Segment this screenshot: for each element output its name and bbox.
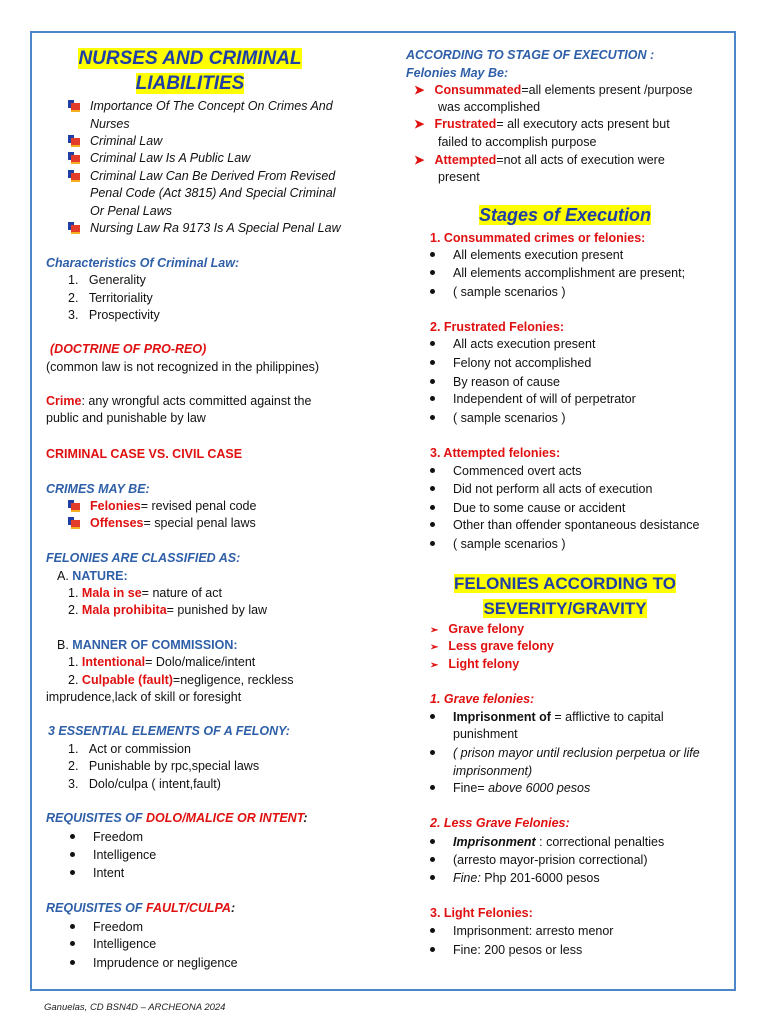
intro-item: Criminal Law	[68, 132, 162, 150]
list-item: Freedom	[70, 918, 143, 936]
felonies-may-be-heading: Felonies May Be:	[406, 66, 509, 80]
bullet-dot-icon	[430, 522, 435, 527]
list-item: 3. Dolo/culpa ( intent,fault)	[68, 777, 221, 791]
list-item: Imprudence or negligence	[70, 954, 238, 972]
intro-item-cont: Nurses	[90, 117, 130, 131]
flag-bullet-icon	[68, 152, 82, 163]
list-item: (arresto mayor-prision correctional)	[430, 851, 648, 869]
arrow-bullet-icon: ➢	[430, 642, 439, 653]
grave-heading: 1. Grave felonies:	[430, 692, 535, 706]
requisites-culpa-heading: REQUISITES OF FAULT/CULPA:	[46, 901, 236, 915]
list-item: All acts execution present	[430, 335, 595, 353]
bullet-dot-icon	[70, 960, 75, 965]
bullet-dot-icon	[430, 468, 435, 473]
doctrine-heading: (DOCTRINE OF PRO-REO)	[50, 342, 207, 356]
arrow-bullet-icon: ➤	[414, 153, 425, 167]
bullet-dot-icon	[70, 870, 75, 875]
list-item: Offenses= special penal laws	[68, 514, 256, 532]
list-item: Fine= above 6000 pesos	[430, 779, 590, 797]
stage-2-heading: 2. Frustrated Felonies:	[430, 320, 565, 334]
list-item: Imprisonment : correctional penalties	[430, 833, 664, 851]
list-item-cont: imprudence,lack of skill or foresight	[46, 690, 242, 704]
intro-item-cont: Penal Code (Act 3815) And Special Criminal	[90, 186, 336, 200]
bullet-dot-icon	[430, 252, 435, 257]
flag-bullet-icon	[68, 222, 82, 233]
bullet-dot-icon	[430, 785, 435, 790]
arrow-bullet-icon: ➤	[414, 83, 425, 97]
arrow-bullet-icon: ➢	[430, 625, 439, 636]
list-item: All elements execution present	[430, 246, 623, 264]
severity-title: FELONIES ACCORDING TO SEVERITY/GRAVITY	[454, 574, 676, 618]
list-item: Imprisonment of = afflictive to capital	[430, 708, 664, 726]
bullet-dot-icon	[430, 839, 435, 844]
list-item: 3. Prospectivity	[68, 308, 160, 322]
intro-item: Importance Of The Concept On Crimes And	[68, 97, 333, 115]
list-item: 2. Mala prohibita= punished by law	[68, 603, 268, 617]
list-item: 2. Territoriality	[68, 291, 153, 305]
bullet-dot-icon	[430, 857, 435, 862]
nature-heading: A. NATURE:	[57, 569, 128, 583]
list-item-cont: imprisonment)	[453, 764, 533, 778]
footer-credit: Ganuelas, CD BSN4D – ARCHEONA 2024	[44, 1002, 226, 1013]
stage-heading: ACCORDING TO STAGE OF EXECUTION :	[406, 48, 655, 62]
list-item-cont: present	[438, 170, 480, 184]
doctrine-text: (common law is not recognized in the philippines)	[46, 360, 320, 374]
list-item: Intelligence	[70, 846, 156, 864]
stage-3-heading: 3. Attempted felonies:	[430, 446, 561, 460]
bullet-dot-icon	[70, 834, 75, 839]
bullet-dot-icon	[70, 941, 75, 946]
bullet-dot-icon	[430, 541, 435, 546]
case-heading: CRIMINAL CASE VS. CIVIL CASE	[46, 447, 243, 461]
list-item: 2. Culpable (fault)=negligence, reckless	[68, 673, 294, 687]
list-item-cont: punishment	[453, 727, 518, 741]
list-item: Fine: 200 pesos or less	[430, 941, 582, 959]
main-title: NURSES AND CRIMINAL LIABILITIES	[78, 48, 302, 94]
list-item: Intelligence	[70, 935, 156, 953]
list-item: Felonies= revised penal code	[68, 497, 256, 515]
bullet-dot-icon	[430, 875, 435, 880]
bullet-dot-icon	[70, 852, 75, 857]
flag-bullet-icon	[68, 500, 82, 511]
bullet-dot-icon	[430, 750, 435, 755]
list-item: ( sample scenarios )	[430, 409, 566, 427]
crime-definition-cont: public and punishable by law	[46, 411, 206, 425]
list-item: Independent of will of perpetrator	[430, 390, 636, 408]
bullet-dot-icon	[430, 379, 435, 384]
list-item: Due to some cause or accident	[430, 499, 625, 517]
bullet-dot-icon	[430, 486, 435, 491]
list-item: Freedom	[70, 828, 143, 846]
bullet-dot-icon	[430, 341, 435, 346]
list-item: ( sample scenarios )	[430, 283, 566, 301]
manner-heading: B. MANNER OF COMMISSION:	[57, 638, 238, 652]
list-item-cont: failed to accomplish purpose	[438, 135, 597, 149]
list-item: ➢ Light felony	[430, 657, 520, 671]
bullet-dot-icon	[430, 396, 435, 401]
list-item: Fine: Php 201-6000 pesos	[430, 869, 600, 887]
crime-definition: Crime: any wrongful acts committed against the	[46, 394, 312, 408]
flag-bullet-icon	[68, 135, 82, 146]
list-item: ( sample scenarios )	[430, 535, 566, 553]
list-item: ➢ Less grave felony	[430, 639, 554, 653]
crimes-may-be-heading: CRIMES MAY BE:	[46, 482, 150, 496]
list-item: Commenced overt acts	[430, 462, 582, 480]
intro-item: Nursing Law Ra 9173 Is A Special Penal Law	[68, 219, 341, 237]
bullet-dot-icon	[430, 415, 435, 420]
bullet-dot-icon	[70, 924, 75, 929]
classified-heading: FELONIES ARE CLASSIFIED AS:	[46, 551, 241, 565]
requisites-dolo-heading: REQUISITES OF DOLO/MALICE OR INTENT:	[46, 811, 308, 825]
bullet-dot-icon	[430, 360, 435, 365]
list-item: 1. Generality	[68, 273, 146, 287]
intro-item: Criminal Law Can Be Derived From Revised	[68, 167, 335, 185]
bullet-dot-icon	[430, 289, 435, 294]
bullet-dot-icon	[430, 947, 435, 952]
characteristics-heading: Characteristics Of Criminal Law:	[46, 256, 240, 270]
flag-bullet-icon	[68, 100, 82, 111]
arrow-bullet-icon: ➤	[414, 117, 425, 131]
list-item: Intent	[70, 864, 124, 882]
list-item: Imprisonment: arresto menor	[430, 922, 613, 940]
intro-item-cont: Or Penal Laws	[90, 204, 172, 218]
arrow-bullet-icon: ➢	[430, 660, 439, 671]
light-heading: 3. Light Felonies:	[430, 906, 533, 920]
list-item: All elements accomplishment are present;	[430, 264, 685, 282]
list-item: ➤ Attempted=not all acts of execution were	[414, 153, 665, 167]
list-item: ( prison mayor until reclusion perpetua or life	[430, 744, 700, 762]
stage-1-heading: 1. Consummated crimes or felonies:	[430, 231, 646, 245]
bullet-dot-icon	[430, 505, 435, 510]
list-item: ➤ Consummated=all elements present /purpose	[414, 83, 693, 97]
intro-item: Criminal Law Is A Public Law	[68, 149, 250, 167]
list-item: 1. Mala in se= nature of act	[68, 586, 222, 600]
stages-title: Stages of Execution	[478, 205, 652, 225]
flag-bullet-icon	[68, 170, 82, 181]
list-item: By reason of cause	[430, 373, 560, 391]
list-item: ➤ Frustrated= all executory acts present but	[414, 117, 670, 131]
flag-bullet-icon	[68, 517, 82, 528]
bullet-dot-icon	[430, 928, 435, 933]
list-item: ➢ Grave felony	[430, 622, 525, 636]
less-grave-heading: 2. Less Grave Felonies:	[430, 816, 570, 830]
list-item-cont: was accomplished	[438, 100, 541, 114]
list-item: Did not perform all acts of execution	[430, 480, 652, 498]
bullet-dot-icon	[430, 714, 435, 719]
list-item: Other than offender spontaneous desistance	[430, 516, 699, 534]
list-item: 1. Intentional= Dolo/malice/intent	[68, 655, 256, 669]
list-item: 1. Act or commission	[68, 742, 191, 756]
list-item: Felony not accomplished	[430, 354, 591, 372]
bullet-dot-icon	[430, 270, 435, 275]
list-item: 2. Punishable by rpc,special laws	[68, 759, 260, 773]
elements-heading: 3 ESSENTIAL ELEMENTS OF A FELONY:	[48, 724, 290, 738]
